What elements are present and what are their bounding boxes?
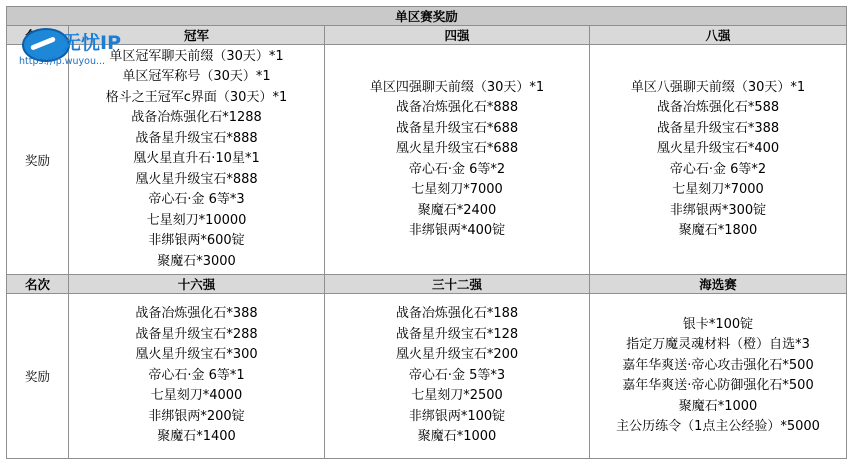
reward-item: 凰火星直升石·10星*1 bbox=[133, 151, 260, 167]
reward-item: 非绑银两*600锭 bbox=[148, 233, 245, 249]
heading-top16: 十六强 bbox=[69, 275, 325, 294]
reward-item: 七星刻刀*10000 bbox=[146, 212, 247, 228]
reward-item: 帝心石·金 5等*3 bbox=[408, 367, 506, 383]
reward-item: 凰火星升级宝石*200 bbox=[395, 347, 519, 363]
reward-item: 单区冠军聊天前缀（30天）*1 bbox=[109, 48, 284, 64]
watermark-name: 无忧IP bbox=[62, 32, 121, 54]
reward-item: 嘉年华爽送·帝心防御强化石*500 bbox=[622, 378, 814, 393]
rewards-top8 bbox=[590, 45, 847, 275]
reward-item: 聚魔石*2400 bbox=[417, 202, 497, 218]
reward-item: 凰火星升级宝石*688 bbox=[395, 141, 519, 156]
header-row-top bbox=[7, 26, 847, 45]
heading-top8: 八强 bbox=[590, 26, 847, 45]
reward-item: 聚魔石*3000 bbox=[157, 253, 236, 269]
reward-item: 战备星升级宝石*888 bbox=[135, 130, 258, 146]
watermark-url: https://ip.wuyou... bbox=[19, 56, 106, 67]
rank-label: 名次 bbox=[7, 275, 69, 294]
table-title: 单区赛奖励 bbox=[7, 7, 847, 26]
rewards-champion bbox=[69, 45, 325, 275]
reward-item: 凰火星升级宝石*888 bbox=[135, 171, 258, 187]
reward-item: 聚魔石*1400 bbox=[157, 429, 236, 445]
reward-item: 战备星升级宝石*288 bbox=[135, 326, 258, 342]
reward-label: 奖励 bbox=[7, 45, 69, 275]
heading-top4: 四强 bbox=[325, 26, 590, 45]
reward-item: 主公历练令（1点主公经验）*5000 bbox=[616, 419, 820, 434]
rewards-top32 bbox=[325, 294, 590, 459]
rewards-top16 bbox=[69, 294, 325, 459]
reward-item: 战备星升级宝石*688 bbox=[395, 120, 519, 136]
reward-item: 单区四强聊天前缀（30天）*1 bbox=[369, 79, 545, 95]
reward-item: 战备星升级宝石*388 bbox=[656, 120, 780, 136]
reward-item: 聚魔石*1800 bbox=[678, 223, 758, 238]
reward-item: 聚魔石*1000 bbox=[417, 429, 497, 445]
reward-item: 非绑银两*200锭 bbox=[148, 408, 245, 424]
reward-item: 指定万魔灵魂材料（橙）自选*3 bbox=[626, 337, 810, 352]
watermark-logo bbox=[14, 22, 126, 74]
reward-item: 战备冶炼强化石*188 bbox=[395, 306, 519, 322]
reward-table bbox=[6, 6, 847, 459]
reward-item: 战备冶炼强化石*588 bbox=[656, 100, 780, 115]
reward-item: 七星刻刀*7000 bbox=[672, 182, 764, 197]
rewards-qualifier bbox=[590, 294, 847, 459]
reward-item: 非绑银两*400锭 bbox=[408, 223, 506, 238]
reward-item: 战备星升级宝石*128 bbox=[395, 326, 519, 342]
table-title-row bbox=[7, 7, 847, 26]
reward-item: 战备冶炼强化石*888 bbox=[395, 100, 519, 115]
reward-item: 帝心石·金 6等*2 bbox=[669, 161, 767, 177]
reward-item: 格斗之王冠军c界面（30天）*1 bbox=[105, 89, 288, 105]
reward-item: 单区八强聊天前缀（30天）*1 bbox=[630, 79, 806, 95]
reward-item: 七星刻刀*4000 bbox=[150, 388, 243, 404]
reward-item: 单区冠军称号（30天）*1 bbox=[122, 69, 271, 85]
reward-item: 凰火星升级宝石*300 bbox=[135, 347, 258, 363]
heading-qualifier: 海选赛 bbox=[590, 275, 847, 294]
rewards-top4 bbox=[325, 45, 590, 275]
reward-item: 帝心石·金 6等*3 bbox=[148, 192, 245, 208]
reward-item: 银卡*100锭 bbox=[682, 316, 754, 332]
reward-item: 七星刻刀*2500 bbox=[411, 388, 503, 404]
reward-item: 聚魔石*1000 bbox=[678, 398, 758, 414]
reward-item: 嘉年华爽送·帝心攻击强化石*500 bbox=[622, 357, 814, 373]
reward-item: 帝心石·金 6等*2 bbox=[408, 161, 506, 177]
reward-row-bottom bbox=[7, 294, 847, 459]
heading-champion: 冠军 bbox=[69, 26, 325, 45]
reward-label: 奖励 bbox=[7, 294, 69, 459]
header-row-bottom bbox=[7, 275, 847, 294]
reward-row-top bbox=[7, 45, 847, 275]
reward-item: 帝心石·金 6等*1 bbox=[148, 367, 245, 383]
reward-item: 战备冶炼强化石*388 bbox=[135, 306, 258, 322]
reward-item: 凰火星升级宝石*400 bbox=[656, 141, 780, 156]
reward-item: 战备冶炼强化石*1288 bbox=[131, 110, 262, 126]
heading-top32: 三十二强 bbox=[325, 275, 590, 294]
reward-item: 非绑银两*300锭 bbox=[669, 202, 767, 218]
reward-item: 七星刻刀*7000 bbox=[411, 182, 503, 197]
reward-item: 非绑银两*100锭 bbox=[408, 408, 506, 424]
